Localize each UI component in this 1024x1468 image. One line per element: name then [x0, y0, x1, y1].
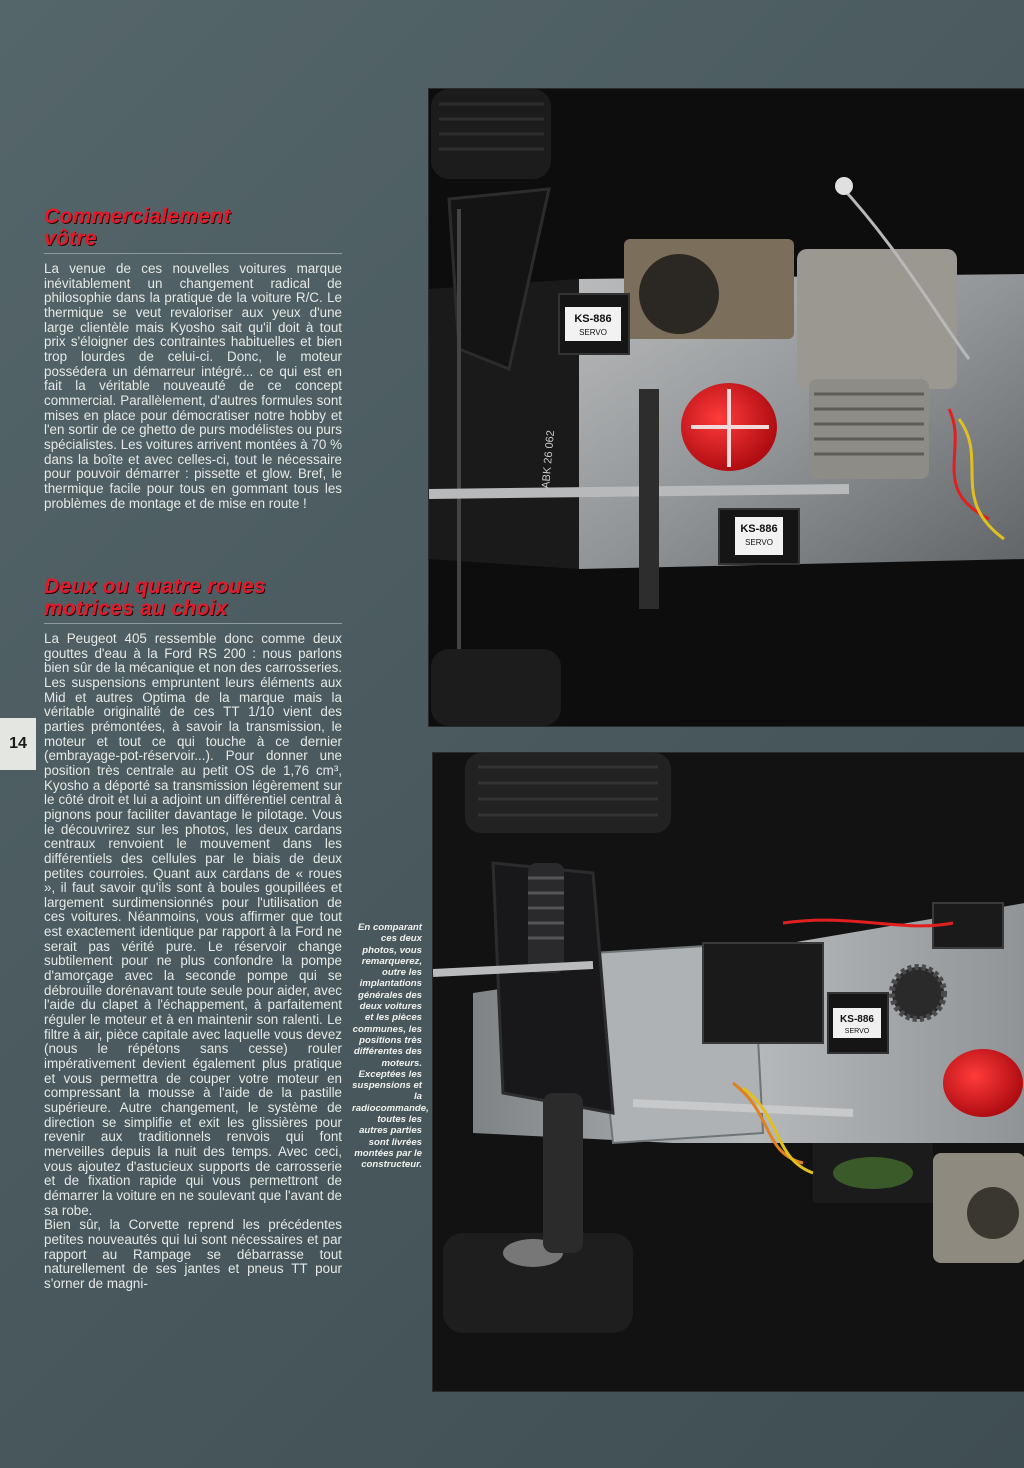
servo-label: SERVO — [745, 538, 773, 547]
photo-chassis-top — [428, 88, 1024, 727]
chassis-photo-illustration — [429, 89, 1024, 726]
heading-line: Deux ou quatre roues — [44, 575, 266, 598]
paragraph: La Peugeot 405 ressemble donc comme deux gouttes d'eau à la Ford RS 200 : nous parlons bien sûr de la mécanique et non des carrosseries. Les suspensions empruntent leurs éléments aux Mid et autres Optima de la marque mais la véritable originalité de ces TT 1/10 vient des parties prémontées, à savoir la transmission, le moteur et tout ce qui touche à ce dernier (embrayage-pot-réservoir...). Pour donner une position très centrale au petit OS de 1,76 cm³, Kyosho a déporté sa transmission légèrement sur le côté droit et lui a adjoint un différentiel central à pignons pour faciliter davantage le pilotage. Vous le découvrirez sur les photos, les deux cardans centraux renvoient le mouvement dans les différentiels des cellules par le biais de deux petites courroies. Quant aux cardans de « roues », il faut savoir qu'ils sont à boules goupillées et largement surdimensionnés pour l'utilisation de ces voitures. Néanmoins, vous affirmer que tout est exactement identique par rapport à la Ford ne serait pas vérité pure. Le réservoir change subtilement pour ne plus confondre la pompe d'amorçage avec la seconde pompe qui se débrouille dorénavant toute seule pour aider, avec l'aide du clapet à l'échappement, à parfaitement réguler le moteur et à en maintenir son ralenti. Le filtre à air, pièce capitale avec laquelle vous devez (nous le répétons sans cesse) rouler impérativement devient également plus pratique et vous permettra de couper votre moteur en compressant la mousse à l'aide de la pastille supérieure. Autre changement, le système de direction se simplifie et exit les glissières pour revenir aux traditionnels renvois qui font merveilles depuis la nuit des temps. Avec ceci, vous ajoutez d'astucieux supports de carrosserie et de fixation rapide qui vous permettront de démarrer la voiture en ne soulevant que l'avant de sa robe. — [44, 631, 342, 1218]
heading-line: motrices au choix — [44, 597, 228, 620]
section-heading-deux-ou-quatre — [44, 576, 342, 624]
part-label: ABK 26 062 — [540, 429, 558, 490]
paragraph: Bien sûr, la Corvette reprend les précédentes petites nouveautés qui lui sont nécessaires et par rapport au Rampage se débarrasse tout naturellement de ses jantes et pneus TT pour s'orner de magni- — [44, 1217, 342, 1291]
section-heading-commercialement — [44, 206, 342, 254]
photo-caption: En comparant ces deux photos, vous remarquerez, outre les implantations générales des deux voitures et les pièces communes, les positions très différentes des moteurs. Exceptées les suspensions et la radiocommande, toutes les autres parties sont livrées montées par le constructeur. — [352, 922, 429, 1171]
servo-label: KS-886 — [840, 1014, 874, 1025]
photo-chassis-bottom — [432, 752, 1024, 1392]
paragraph: La venue de ces nouvelles voitures marque inévitablement un changement radical de philosophie dans la pratique de la voiture R/C. Le thermique se veut revaloriser aux yeux d'une large clientèle mais Kyosho sait qu'il doit à tout prix s'éloigner des contraintes habituelles et bien trop lourdes de celui-ci. Donc, le moteur possédera un démarreur intégré... ce qui est en fait la véritable nouveauté de ce concept commercial. Parallèlement, d'autres formules sont mises en place pour démocratiser notre hobby et l'en sortir de ce ghetto de purs modélistes ou purs spécialistes. Les voitures arrivent montées à 70 % dans la boîte et avec celles-ci, tout le nécessaire pour pouvoir démarrer : pissette et glow. Bref, le thermique facile pour tous en gommant tous les problèmes de montage et de mise en route ! — [44, 261, 342, 511]
chassis-photo-illustration — [433, 753, 1024, 1391]
page-number: 14 — [0, 718, 36, 770]
article-text-block — [44, 632, 342, 1292]
article-text-block — [44, 262, 342, 511]
heading-line: vôtre — [44, 227, 97, 250]
servo-label: KS-886 — [574, 313, 612, 325]
servo-label: SERVO — [844, 1028, 870, 1035]
servo-label: KS-886 — [740, 523, 778, 535]
heading-line: Commercialement — [44, 205, 231, 228]
servo-label: SERVO — [579, 328, 607, 337]
